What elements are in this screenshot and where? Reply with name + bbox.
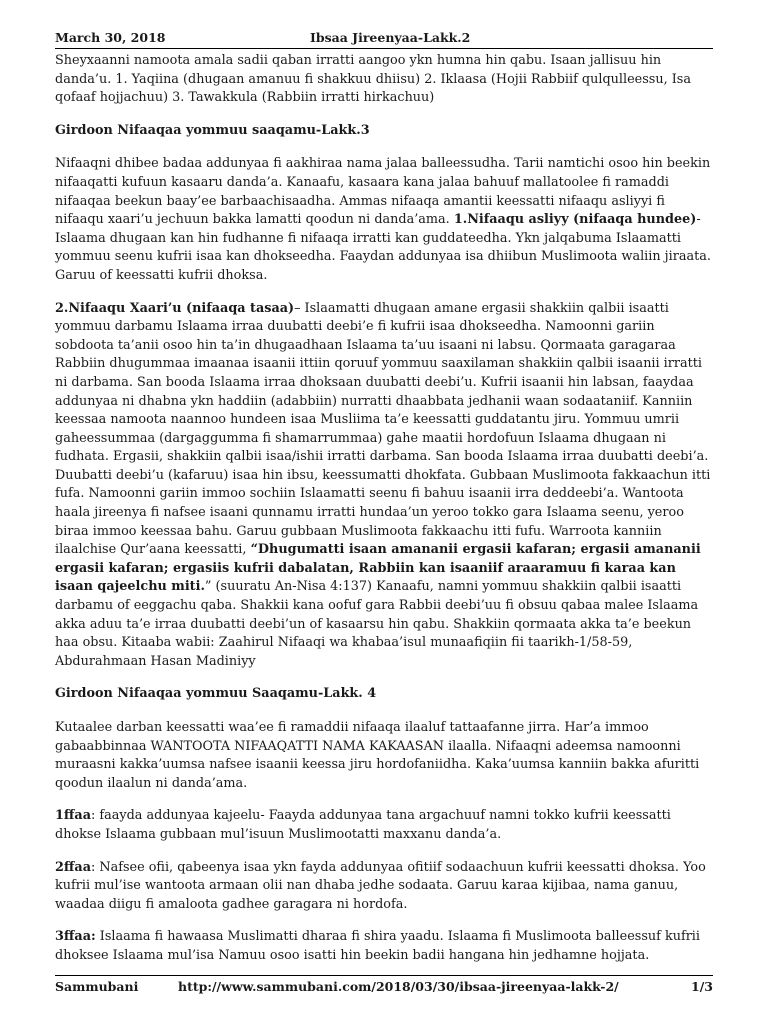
bold-term-asliyy: 1.Nifaaqu asliyy (nifaaqa hundee) bbox=[453, 212, 697, 228]
header-date: March 30, 2018 bbox=[55, 30, 166, 45]
section-heading-lakk-4: Girdoon Nifaaqaa yommuu Saaqamu-Lakk. 4 bbox=[55, 686, 377, 702]
bold-label-2ffaa: 2ffaa bbox=[55, 859, 91, 875]
quran-quote: “Dhugumatti isaan amananii ergasii kafaran; ergasii amananii ergasii kafaran; ergasiis kufrii dabalatan, Rabbiin kan isaaniif araaramuu fi karaa kan isaan qajeelchu miti. bbox=[55, 542, 701, 595]
text-span: Islaama fi hawaasa Muslimatti dharaa fi shira yaadu. Islaama fi Muslimoota balleessuf kufrii dhoksee Islaama mul’isa Namuu osoo isatti hin beekin badii hangana hin jedhamne hojjata. bbox=[55, 929, 700, 963]
bold-label-3ffaa: 3ffaa: bbox=[55, 929, 96, 945]
paragraph-nifaaqa-xaariu bbox=[55, 300, 713, 672]
paragraph-first-cause bbox=[55, 807, 713, 844]
page-header bbox=[55, 28, 713, 49]
text-span: ” (suuratu An-Nisa 4:137) Kanaafu, namni yommuu shakkiin qalbii isaatti darbamu of eeggachu qaba. Shakkii kana oofuf gara Rabbii deebi’uu fi obsuu qabaa malee Islaama akka aduu ta’e irraa duubatti deebi’un of kasaarsu hin qabu. Shakkiin qormaata akka ta’e beekun haa obsu. Kitaaba wabii: Zaahirul Nifaaqi wa khabaa’isul munaafiqiin fii taarikh-1/58-59, Abdurahmaan Hasan Madiniyy bbox=[55, 579, 699, 669]
text-span: – Islaamatti dhugaan amane ergasii shakkiin qalbii isaatti yommuu darbamu Islaama irraa duubatti deebi’e fi kufrii isaa dhokseedha. Namoonni gariin sobdoota ta’anii osoo hin ta’in dhugaadhaan Islaama ta’uu isaani ni labsu. Qormaata garagaraa Rabbiin dhugummaa imaanaa isaanii ittiin qoruuf yommuu saaxilaman shakkiin qalbii isaanii irratti ni darbama. San booda Islaama irraa dhoksaan duubatti deebi’u. Kufrii isaanii hin labsan, faaydaa addunyaa ni dhabna ykn haddiin (adabbiin) nurratti dhaabbata jedhanii waan sodaataniif. Kanniin keessaa namoota naannoo hundeen isaa Musliima ta’e keessatti guddatantu jiru. Yommuu umrii gaheessummaa (dargaggumma fi shamarrummaa) gahe maatii hordofuun Islaama dhugaan ni fudhata. Ergasii, shakkiin qalbii isaa/ishii irratti darbama. San booda Islaama irraa duubatti deebi’a. Duubatti deebi’u (kafaruu) isaa hin ibsu, keessumatti dhokfata. Gubbaan Muslimoota fakkaachun itti fufa. Namoonni gariin immoo sochiin Islaamatti seenu fi bahuu isaanii irra deddeebi’a. Wantoota haala jireenya fi nafsee isaani qunnamu irratti hundaa’un yeroo tokko gara Islaama seenu, yeroo biraa immoo keessaa bahu. Garuu gubbaan Muslimoota fakkaachu itti fufu. Warroota kanniin ilaalchise Qur’aana keessatti, bbox=[55, 300, 711, 558]
article-body bbox=[55, 52, 713, 980]
text-span: : Nafsee ofii, qabeenya isaa ykn fayda addunyaa ofitiif sodaachuun kufrii keessatti dhoksa. Yoo kufrii mul’ise wantoota armaan olii nan dhaba jedhe sodaata. Garuu karaa kijibaa, nama ganuu, waadaa diigu fi amaloota gadhee garagara ni hordofa. bbox=[55, 859, 706, 912]
bold-term-xaariu: 2.Nifaaqu Xaari’u (nifaaqa tasaa) bbox=[55, 300, 295, 316]
paragraph-second-cause bbox=[55, 859, 713, 915]
bold-label-1ffaa: 1ffaa bbox=[55, 808, 91, 824]
paragraph-intro bbox=[55, 52, 713, 108]
intro-text: Sheyxaanni namoota amala sadii qaban irratti aangoo ykn humna hin qabu. Isaan jallisuu hin danda’u. 1. Yaqiina (dhugaan amanuu fi shakkuu dhiisu) 2. Iklaasa (Hojii Rabbiif qulqulleessu, Isa qofaaf hojjachuu) 3. Tawakkula (Rabbiin irratti hirkachuu) bbox=[55, 53, 691, 106]
paragraph-nifaaqa-intro bbox=[55, 155, 713, 285]
text-span: -Islaama dhugaan kan hin fudhanne fi nifaaqa irratti kan guddateedha. Ykn jalqabuma Islaamatti yommuu seenu kufrii isaa kan dhokseedha. Faaydan addunyaa isa dhiibun Muslimoota waliin jiraata. Garuu of keessatti kufrii dhoksa. bbox=[55, 212, 711, 283]
page-footer bbox=[55, 975, 713, 992]
text-span: : faayda addunyaa kajeelu- Faayda addunyaa tana argachuuf namni tokko kufrii keessatti dhokse Islaama gubbaan mul’isuun Muslimootatti maxxanu danda’a. bbox=[55, 808, 671, 842]
footer-site-name: Sammubani bbox=[55, 979, 139, 994]
text-span: Nifaaqni dhibee badaa addunyaa fi aakhiraa nama jalaa balleessudha. Tarii namtichi osoo hin beekin nifaaqatti kufuun kasaaru danda’a. Kanaafu, kasaara kana jalaa bahuuf mallatoolee fi ramaddi nifaaqaa beekun baay’ee barbaachisaadha. Ammas nifaaqa amantii keessatti nifaaqu asliyyi fi nifaaqu xaari’u jechuun bakka lamatti qoodun ni danda’ama. bbox=[55, 156, 711, 228]
paragraph-kakaasan bbox=[55, 719, 713, 793]
header-title: Ibsaa Jireenyaa-Lakk.2 bbox=[310, 30, 471, 45]
footer-url-link[interactable]: http://www.sammubani.com/2018/03/30/ibsaa-jireenyaa-lakk-2/ bbox=[178, 979, 619, 994]
paragraph-third-cause bbox=[55, 928, 713, 965]
section-heading-lakk-3: Girdoon Nifaaqaa yommuu saaqamu-Lakk.3 bbox=[55, 122, 370, 138]
text-span: Kutaalee darban keessatti waa’ee fi ramaddii nifaaqa ilaaluf tattaafanne jirra. Har’a immoo gabaabbinnaa WANTOOTA NIFAAQATTI NAMA KAKAASAN ilaalla. Nifaaqni adeemsa namoonni muraasni kakka’uumsa nafsee isaanii keessa jiru hordofaniidha. Kaka’uumsa kanniin bakka afuritti qoodun ilaalun ni danda’ama. bbox=[55, 720, 700, 791]
footer-page-number: 1/3 bbox=[691, 979, 713, 994]
